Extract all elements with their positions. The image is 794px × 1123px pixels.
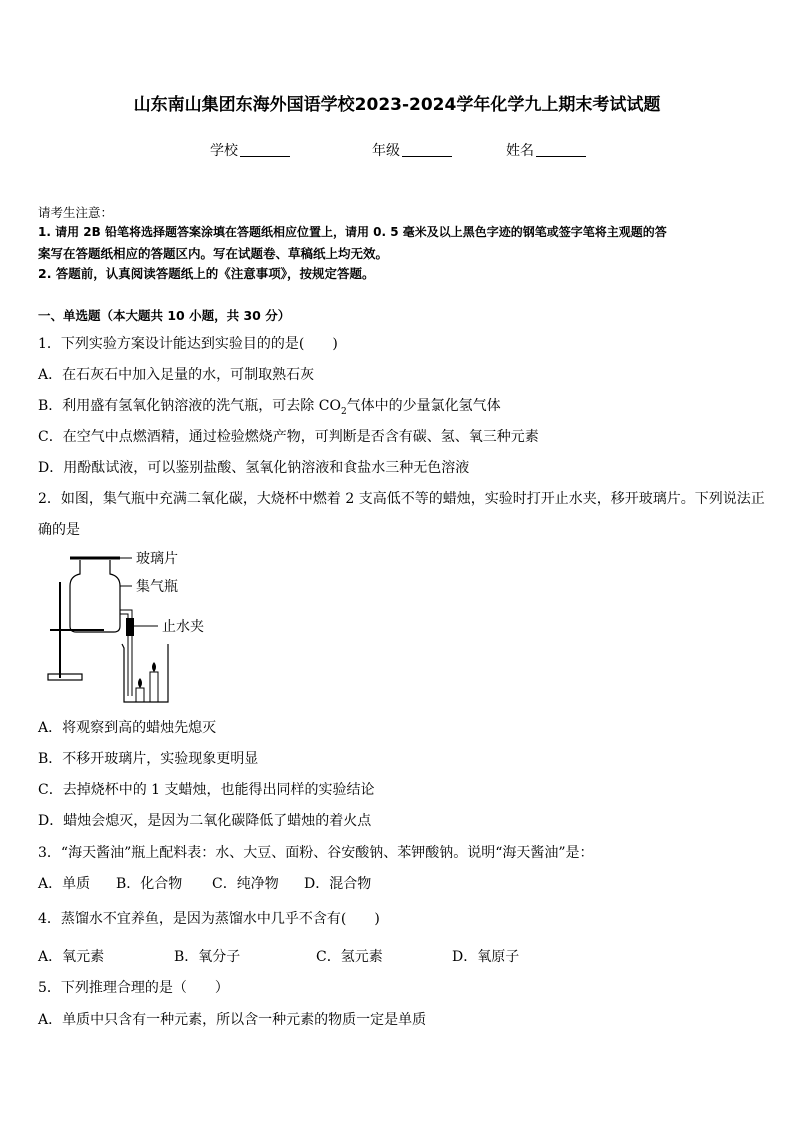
grade-field [372, 140, 452, 160]
school-label: 学校 [210, 143, 238, 159]
stand-base [48, 674, 82, 680]
section-heading: 一、单选题（本大题共 10 小题，共 30 分） [38, 308, 291, 323]
water-clamp [126, 618, 134, 636]
notice-line2: 案写在答题纸相应的答题区内。写在试题卷、草稿纸上均无效。 [38, 246, 389, 261]
notice-heading: 请考生注意： [38, 205, 114, 220]
q1-option-a: A．在石灰石中加入足量的水，可制取熟石灰 [38, 367, 315, 383]
q4-option-a: A．氧元素 [38, 949, 105, 965]
school-field [210, 140, 290, 160]
label-glass-plate: 玻璃片 [136, 551, 178, 567]
q3-option-c: C．纯净物 [212, 876, 279, 892]
tall-candle-flame [152, 662, 156, 672]
beaker [122, 644, 168, 702]
q1-option-b [38, 395, 501, 417]
q3-option-a: A．单质 [38, 876, 91, 892]
q5-stem: 5．下列推理合理的是（ ） [38, 980, 229, 996]
q4-option-d: D．氧原子 [452, 949, 520, 965]
q5-option-a: A．单质中只含有一种元素，所以含一种元素的物质一定是单质 [38, 1012, 427, 1028]
exam-title: 山东南山集团东海外国语学校2023-2024学年化学九上期末考试试题 [133, 95, 661, 115]
grade-label: 年级 [372, 143, 400, 159]
name-field [506, 140, 586, 160]
name-blank[interactable] [536, 142, 586, 157]
apparatus-figure [40, 546, 280, 706]
notice-line1: 1. 请用 2B 铅笔将选择题答案涂填在答题纸相应位置上，请用 0. 5 毫米及以上黑色字迹的钢笔或签字笔将主观题的答 [38, 225, 667, 239]
q1-stem: 1．下列实验方案设计能达到实验目的的是( ) [38, 336, 338, 352]
q3-stem: 3．“海天酱油”瓶上配料表：水、大豆、面粉、谷安酸钠、苯钾酸钠。说明“海天酱油”是： [38, 845, 594, 861]
q3-option-d: D．混合物 [304, 876, 372, 892]
label-gas-bottle: 集气瓶 [136, 579, 178, 595]
q1-option-b-sub: 2 [340, 406, 347, 417]
tall-candle [150, 672, 158, 702]
name-label: 姓名 [506, 143, 534, 159]
q1-option-d: D．用酚酞试液，可以鉴别盐酸、氢氧化钠溶液和食盐水三种无色溶液 [38, 460, 470, 476]
q4-stem: 4．蒸馏水不宜养鱼，是因为蒸馏水中几乎不含有( ) [38, 911, 380, 927]
q1-option-c: C．在空气中点燃酒精，通过检验燃烧产物，可判断是否含有碳、氢、氧三种元素 [38, 429, 539, 445]
q2-option-d: D．蜡烛会熄灭，是因为二氧化碳降低了蜡烛的着火点 [38, 813, 372, 829]
q2-stem-line2: 确的是 [38, 522, 80, 538]
q4-option-c: C．氢元素 [316, 949, 383, 965]
q2-option-a: A．将观察到高的蜡烛先熄灭 [38, 720, 217, 736]
short-candle [136, 688, 144, 702]
q1-option-b-pre: B．利用盛有氢氧化钠溶液的洗气瓶，可去除 CO [38, 398, 341, 414]
q4-option-b: B．氧分子 [174, 949, 241, 965]
gas-bottle [70, 560, 120, 632]
notice-line3: 2. 答题前，认真阅读答题纸上的《注意事项》，按规定答题。 [38, 266, 375, 281]
q2-option-c: C．去掉烧杯中的 1 支蜡烛，也能得出同样的实验结论 [38, 782, 375, 798]
q2-stem-line1: 2．如图，集气瓶中充满二氧化碳，大烧杯中燃着 2 支高低不等的蜡烛，实验时打开止水夹，移开玻璃片。下列说法正 [38, 491, 765, 507]
grade-blank[interactable] [402, 142, 452, 157]
q1-option-b-post: 气体中的少量氯化氢气体 [346, 398, 501, 414]
school-blank[interactable] [240, 142, 290, 157]
label-clamp: 止水夹 [162, 619, 204, 635]
q3-option-b: B．化合物 [116, 876, 183, 892]
short-candle-flame [138, 678, 142, 688]
q2-option-b: B．不移开玻璃片，实验现象更明显 [38, 751, 259, 767]
